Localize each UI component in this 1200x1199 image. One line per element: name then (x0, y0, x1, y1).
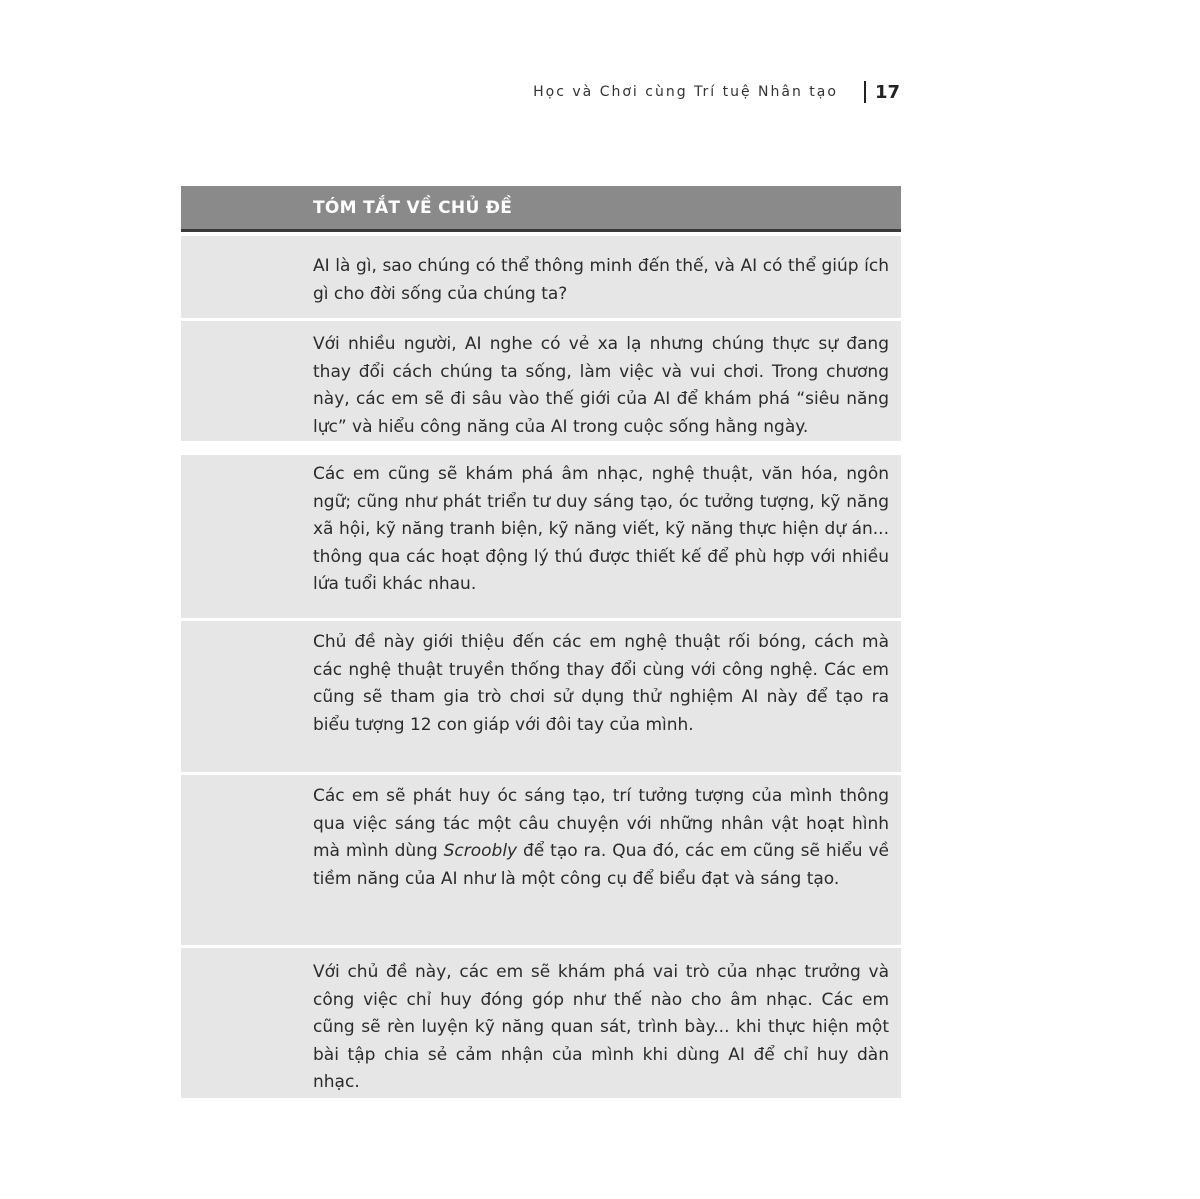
running-header (533, 80, 900, 104)
table-row (181, 621, 901, 772)
table-header (181, 186, 901, 232)
row-text: Với nhiều người, AI nghe có vẻ xa lạ nhưng chúng thực sự đang thay đổi cách chúng ta sống, làm việc và vui chơi. Trong chương này, các em sẽ đi sâu vào thế giới của AI để khám phá “siêu năng lực” và hiểu công năng của AI trong cuộc sống hằng ngày. (313, 334, 889, 437)
table-row (181, 236, 901, 318)
table-row (181, 455, 901, 618)
header-divider (864, 81, 866, 103)
table-row (181, 948, 901, 1098)
table-row (181, 321, 901, 441)
row-text-part: Các em sẽ phát huy óc sáng tạo, trí tưởng tượng của mình thông qua việc sáng tác một câu chuyện với những nhân vật hoạt hình mà mình dùng (313, 786, 889, 861)
topic-summary-table (181, 186, 901, 1098)
page-number: 17 (874, 81, 900, 103)
table-header-label: TÓM TẮT VỀ CHỦ ĐỀ (313, 198, 513, 218)
row-text: AI là gì, sao chúng có thể thông minh đến thế, và AI có thể giúp ích gì cho đời sống của chúng ta? (313, 256, 889, 304)
table-row (181, 775, 901, 945)
row-text (313, 783, 889, 893)
row-text: Các em cũng sẽ khám phá âm nhạc, nghệ thuật, văn hóa, ngôn ngữ; cũng như phát triển tư duy sáng tạo, óc tưởng tượng, kỹ năng xã hội, kỹ năng tranh biện, kỹ năng viết, kỹ năng thực hiện dự án... thông qua các hoạt động lý thú được thiết kế để phù hợp với nhiều lứa tuổi khác nhau. (313, 464, 889, 594)
scroobly-app-name: Scroobly (443, 841, 518, 861)
row-text: Với chủ đề này, các em sẽ khám phá vai trò của nhạc trưởng và công việc chỉ huy đóng góp như thế nào cho âm nhạc. Các em cũng sẽ rèn luyện kỹ năng quan sát, trình bày... khi thực hiện một bài tập chia sẻ cảm nhận của mình khi dùng AI để chỉ huy dàn nhạc. (313, 962, 889, 1092)
row-text: Chủ đề này giới thiệu đến các em nghệ thuật rối bóng, cách mà các nghệ thuật truyền thống thay đổi cùng với công nghệ. Các em cũng sẽ tham gia trò chơi sử dụng thử nghiệm AI này để tạo ra biểu tượng 12 con giáp với đôi tay của mình. (313, 632, 889, 735)
running-title: Học và Chơi cùng Trí tuệ Nhân tạo (533, 84, 838, 100)
row-text-part: để tạo ra. Qua đó, các em cũng sẽ hiểu về tiềm năng của AI như là một công cụ để biểu đạt và sáng tạo. (313, 841, 889, 889)
